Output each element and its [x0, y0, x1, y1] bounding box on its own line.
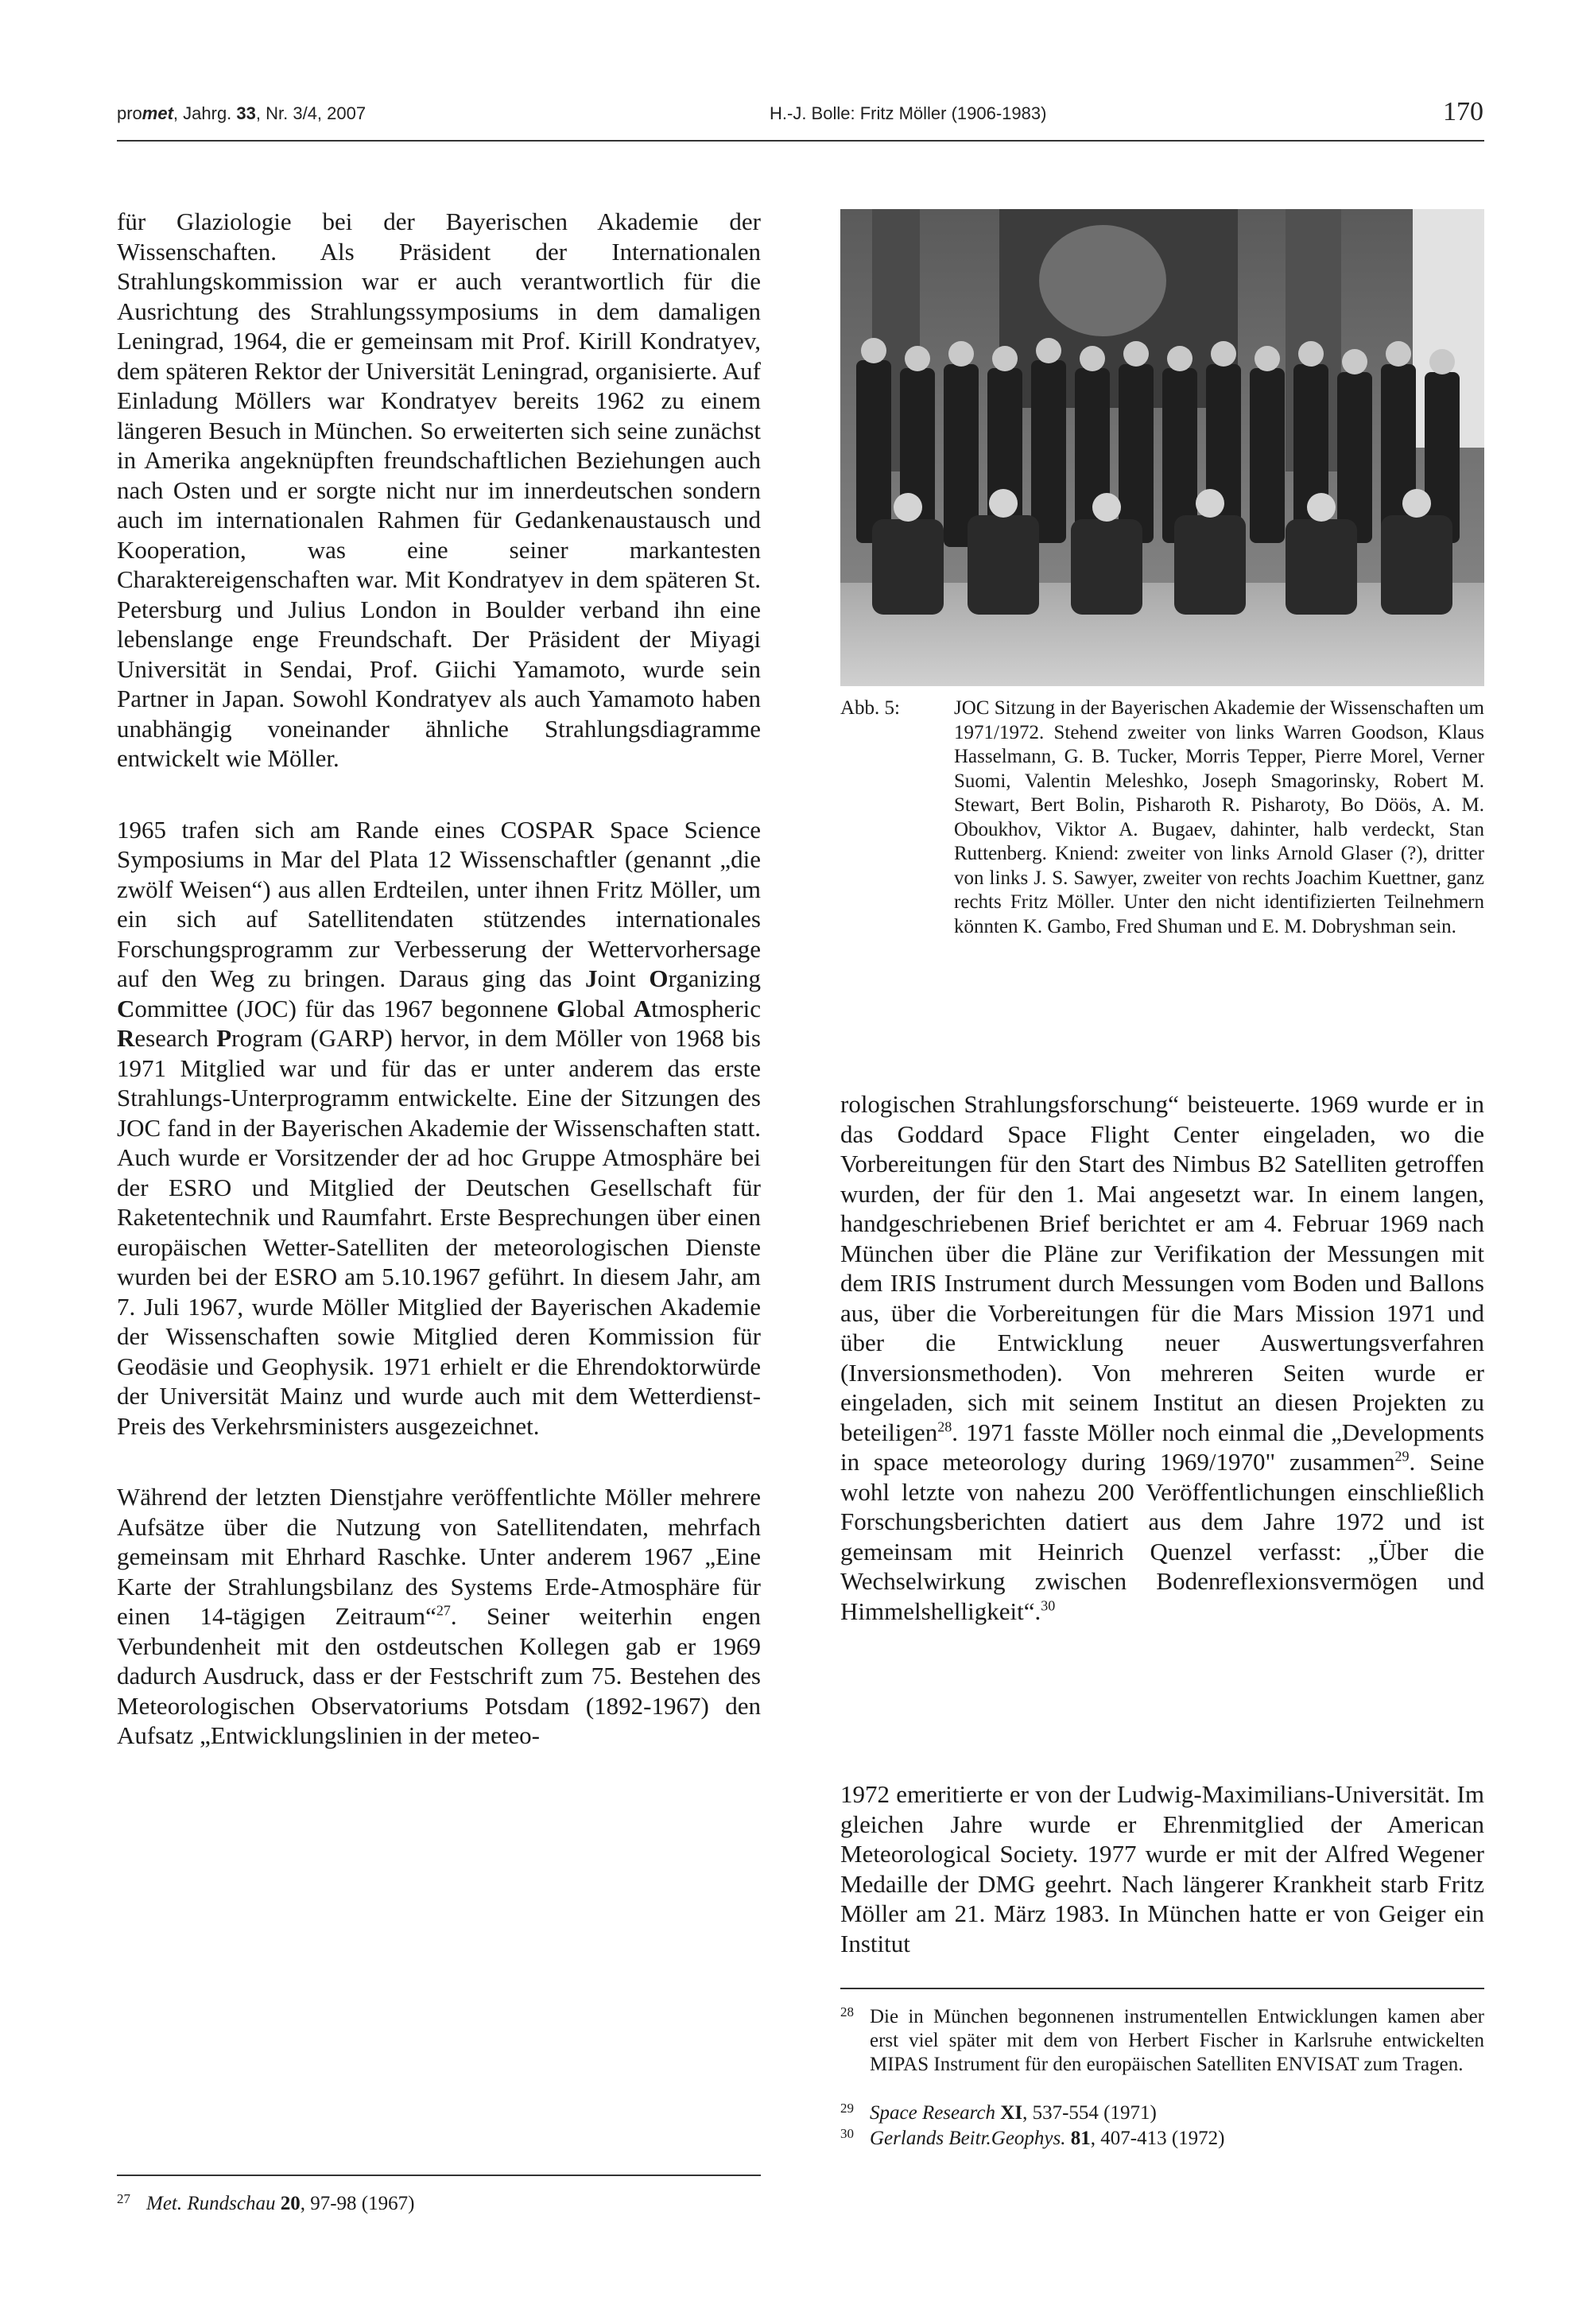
left-column	[117, 207, 761, 1751]
footnote-ref: 29	[1394, 1448, 1410, 1465]
footnote-rule	[840, 1988, 1484, 1989]
paragraph: rologischen Strahlungsforschung“ beisteuerte. 1969 wurde er in das Goddard Space Flight Center eingeladen, wo die Vorbereitungen für den Start des Nimbus B2 Satelliten getroffen wurden, der für den 1. Mai angesetzt war. In einem langen, handgeschriebenen Brief berichtet er am 4. Februar 1969 nach München über die Pläne zur Verifikation der Messungen mit dem IRIS Instrument durch Messungen vom Boden und Ballons aus, über die Vorbereitungen für die Mars Mission 1971 und über die Entwicklung neuer Auswertungsverfahren (Inversionsmethoden). Von mehreren Seiten wurde er eingeladen, sich mit seinem Institut an diesen Projekten zu beteiligen$^{28}$. 1971 fasste Möller noch einmal die „Developments in space meteorology during 1969/1970" zusammen$^{29}$. Seine wohl letzte von nahezu 200 Veröffentlichungen einschließlich Forschungsberichten datiert aus dem Jahre 1972 und ist gemeinsam mit Heinrich Quenzel verfasst: „Über die Wechselwirkung zwischen Bodenreflexionsvermögen und Himmelshelligkeit“.$^{30}$	[840, 1090, 1484, 1625]
figure-label: Abb. 5:	[840, 697, 900, 719]
paragraph: 1965 trafen sich am Rande eines COSPAR Space Science Symposiums in Mar del Plata 12 Wissenschaftler (genannt „die zwölf Weisen“) aus allen Erdteilen, unter ihnen Fritz Möller, um ein sich auf Satellitendaten stützendes internationales Forschungsprogramm zur Verbesserung der Wettervorhersage auf den Weg zu bringen. Daraus ging das Joint Organizing Committee (JOC) für das 1967 begonnene Global Atmospheric Research Program (GARP) hervor, in dem Möller von 1968 bis 1971 Mitglied war und für das er unter anderem das erste Strahlungs-Unterprogramm entwickelte. Eine der Sitzungen des JOC fand in der Bayerischen Akademie der Wissenschaften statt. Auch wurde er Vorsitzender der ad hoc Gruppe Atmosphäre bei der ESRO und Mitglied der Deutschen Gesellschaft für Raketentechnik und Raumfahrt. Erste Besprechungen über einen europäischen Wetter-Satelliten der meteorologischen Dienste wurden bei der ESRO am 5.10.1967 geführt. In diesem Jahr, am 7. Juli 1967, wurde Möller Mitglied der Bayerischen Akademie der Wissenschaften sowie Mitglied deren Kommission für Geodäsie und Geophysik. 1971 erhielt er die Ehrendoktorwürde der Universität Mainz und wurde auch mit dem Wetterdienst-Preis des Verkehrsministers ausgezeichnet.	[117, 815, 761, 1440]
footnote-ref: 27	[436, 1602, 451, 1619]
page-number: 170	[1443, 97, 1483, 126]
right-column-lower	[840, 1779, 1484, 1958]
figure-caption-text: JOC Sitzung in der Bayerischen Akademie der Wissenschaften um 1971/1972. Stehend zweiter von links Warren Goodson, Klaus Hasselmann, G. B. Tucker, Morris Tepper, Pierre Morel, Verner Suomi, Valentin Meleshko, Joseph Smagorinsky, Robert M. Stewart, Bert Bolin, Pisharoth R. Pisharoty, Bo Döös, A. M. Oboukhov, Viktor A. Bugaev, dahinter, halb verdeckt, Stan Ruttenberg. Kniend: zweiter von links Arnold Glaser (?), dritter von links J. S. Sawyer, zweiter von rechts Joachim Kuettner, ganz rechts Fritz Möller. Unter den nicht identifizierten Teilnehmern könnten K. Gambo, Fred Shuman und E. M. Dobryshman sein.	[954, 697, 1484, 937]
footnote-ref: 28	[937, 1418, 952, 1435]
running-header-title: H.-J. Bolle: Fritz Möller (1906-1983)	[770, 103, 1047, 123]
paragraph: Während der letzten Dienstjahre veröffentlichte Möller mehrere Aufsätze über die Nutzung von Satellitendaten, mehrfach gemeinsam mit Ehrhard Raschke. Unter anderem 1967 „Eine Karte der Strahlungsbilanz des Systems Erde-Atmosphäre für einen 14-tägigen Zeitraum“$^{27}$. Seiner weiterhin engen Verbundenheit mit den ostdeutschen Kollegen gab er 1969 dadurch Ausdruck, dass er der Festschrift zum 75. Bestehen des Meteorologischen Observatoriums Potsdam (1892-1967) den Aufsatz „Entwicklungslinien in der meteo-	[117, 1483, 762, 1749]
paragraph: 1972 emeritierte er von der Ludwig-Maximilians-Universität. Im gleichen Jahre wurde er Ehrenmitglied der American Meteorological Society. 1977 wurde er mit der Alfred Wegener Medaille der DMG geehrt. Nach längerer Krankheit starb Fritz Möller am 21. März 1983. In München hatte er von Geiger ein Institut	[840, 1780, 1484, 1957]
running-header-journal: promet, Jahrg. 33, Nr. 3/4, 2007	[117, 103, 366, 123]
group-photo	[840, 209, 1484, 686]
right-column-upper	[840, 1089, 1484, 1626]
footnote-ref: 30	[1041, 1597, 1056, 1614]
paragraph: für Glaziologie bei der Bayerischen Akademie der Wissenschaften. Als Präsident der Internationalen Strahlungskommission war er auch verantwortlich für die Ausrichtung des Strahlungssymposiums in dem damaligen Leningrad, 1964, die er gemeinsam mit Prof. Kirill Kondratyev, dem späteren Rektor der Universität Leningrad, organisierte. Auf Einladung Möllers war Kondratyev bereits 1962 zu einem längeren Besuch in München. So erweiterten sich seine zunächst in Amerika angeknüpften freundschaftlichen Beziehungen auch nach Osten und er sorgte nicht nur im innerdeutschen sondern auch im internationalen Rahmen für Gedankenaustausch und Kooperation, was eine seiner markantesten Charaktereigenschaften war. Mit Kondratyev in dem späteren St. Petersburg und Julius London in Boulder verband ihn eine lebenslange enge Freundschaft. Der Präsident der Miyagi Universität in Sendai, Prof. Giichi Yamamoto, wurde sein Partner in Japan. Sowohl Kondratyev als auch Yamamoto haben unabhängig voneinander ähnliche Strahlungsdiagramme entwickelt wie Möller.	[117, 208, 761, 772]
header-rule	[117, 140, 1484, 142]
footnote-rule	[117, 2175, 761, 2176]
